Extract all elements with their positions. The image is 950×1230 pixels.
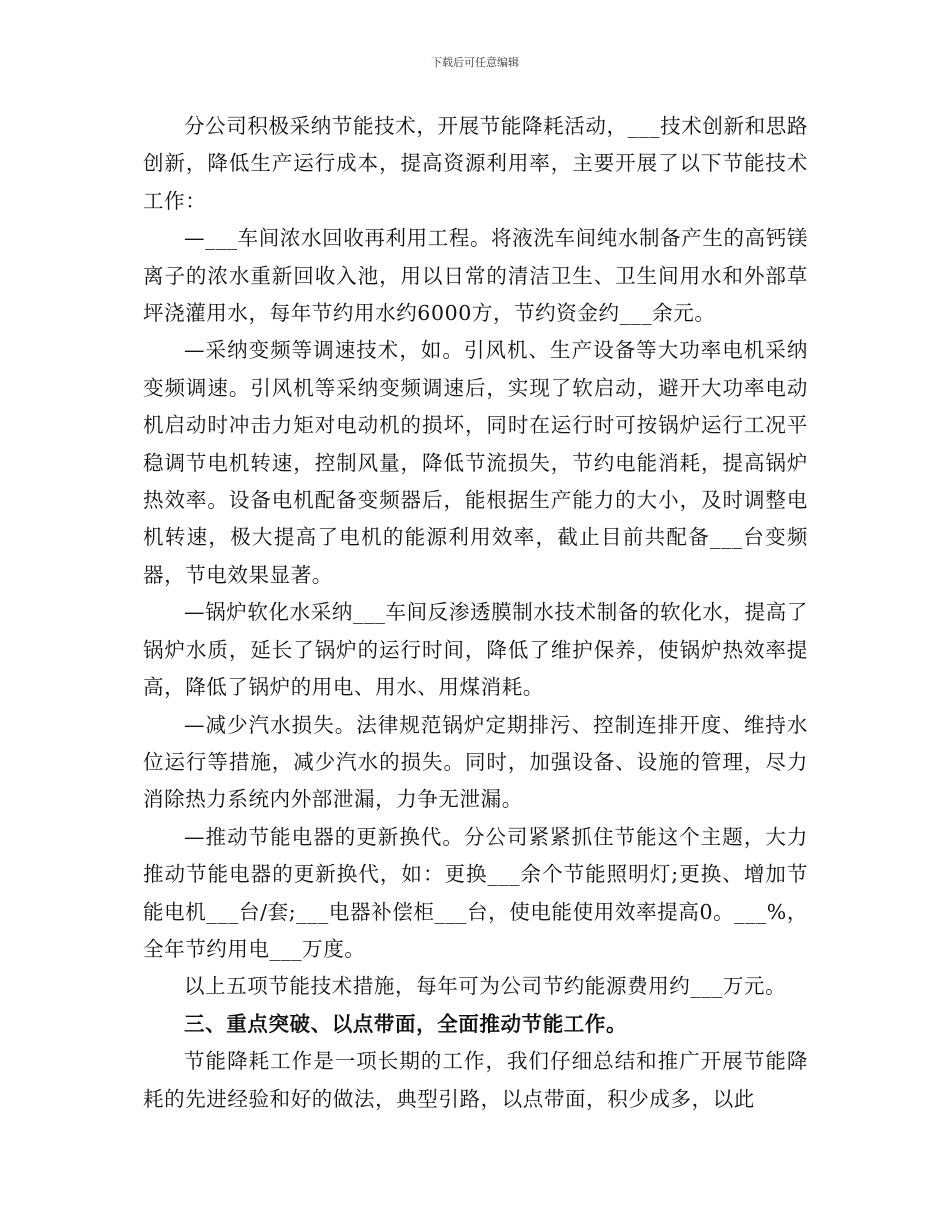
paragraph-softened-water: —锅炉软化水采纳___车间反渗透膜制水技术制备的软化水，提高了锅炉水质，延长了锅炉的运行时间，降低了维护保养，使锅炉热效率提高，降低了锅炉的用电、用水、用煤消耗。: [143, 600, 808, 700]
document-body: [143, 108, 808, 1118]
paragraph-summary: 以上五项节能技术措施，每年可为公司节约能源费用约___万元。: [184, 974, 787, 999]
paragraph-water-recycling: —___车间浓水回收再利用工程。将液洗车间纯水制备产生的高钙镁离子的浓水重新回收入池，用以日常的清洁卫生、卫生间用水和外部草坪浇灌用水，每年节约用水约6000方，节约资金约___余元。: [143, 226, 808, 326]
paragraph-intro: 分公司积极采纳节能技术，开展节能降耗活动，___技术创新和思路创新，降低生产运行成本，提高资源利用率，主要开展了以下节能技术工作：: [143, 114, 808, 213]
paragraph-conclusion: 节能降耗工作是一项长期的工作，我们仔细总结和推广开展节能降耗的先进经验和好的做法，典型引路，以点带面，积少成多，以此: [143, 1049, 808, 1111]
paragraph-steam-loss: —减少汽水损失。法律规范锅炉定期排污、控制连排开度、维持水位运行等措施，减少汽水的损失。同时，加强设备、设施的管理，尽力消除热力系统内外部泄漏，力争无泄漏。: [143, 712, 808, 812]
paragraph-variable-frequency: —采纳变频等调速技术，如。引风机、生产设备等大功率电机采纳变频调速。引风机等采纳变频调速后，实现了软启动，避开大功率电动机启动时冲击力矩对电动机的损坏，同时在运行时可按锅炉运行工况平稳调节电机转速，控制风量，降低节流损失，节约电能消耗，提高锅炉热效率。设备电机配备变频器后，能根据生产能力的大小，及时调整电机转速，极大提高了电机的能源利用效率，截止目前共配备___台变频器，节电效果显著。: [143, 338, 808, 587]
section-heading: 三、重点突破、以点带面，全面推动节能工作。: [184, 1011, 628, 1036]
paragraph-appliance-upgrade: —推动节能电器的更新换代。分公司紧紧抓住节能这个主题，大力推动节能电器的更新换代，如：更换___余个节能照明灯;更换、增加节能电机___台/套;___电器补偿柜___台，使电能使用效率提高0。___%，全年节约用电___万度。: [143, 824, 808, 961]
page-header: 下载后可任意编辑: [431, 56, 519, 69]
